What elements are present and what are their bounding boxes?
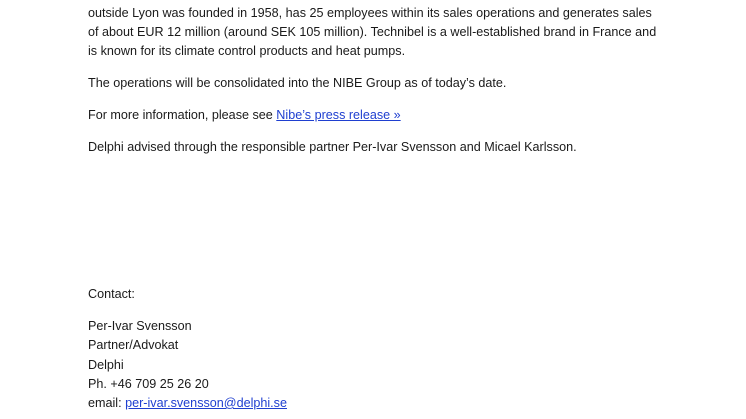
contact-company: Delphi	[88, 358, 124, 372]
contact-email-line	[88, 395, 287, 411]
contact-title: Partner/Advokat	[88, 338, 179, 352]
more-info-paragraph	[88, 107, 401, 123]
contact-heading: Contact:	[88, 287, 135, 301]
advisors-paragraph: Delphi advised through the responsible partner Per-Ivar Svensson and Micael Karlsson.	[88, 140, 577, 154]
more-info-prefix: For more information, please see	[88, 108, 277, 122]
press-release-link[interactable]: Nibe’s press release »	[276, 108, 401, 122]
email-label: email:	[88, 396, 126, 410]
intro-line-3: is known for its climate control products and heat pumps.	[88, 44, 406, 58]
contact-name: Per-Ivar Svensson	[88, 319, 192, 333]
consolidation-paragraph: The operations will be consolidated into the NIBE Group as of today’s date.	[88, 76, 507, 90]
email-link[interactable]: per-ivar.svensson@delphi.se	[125, 396, 287, 410]
intro-line-2: of about EUR 12 million (around SEK 105 million). Technibel is a well-established brand in France and	[88, 25, 657, 39]
intro-line-1: outside Lyon was founded in 1958, has 25 employees within its sales operations and generates sales	[88, 6, 652, 20]
contact-phone: Ph. +46 709 25 26 20	[88, 377, 209, 391]
